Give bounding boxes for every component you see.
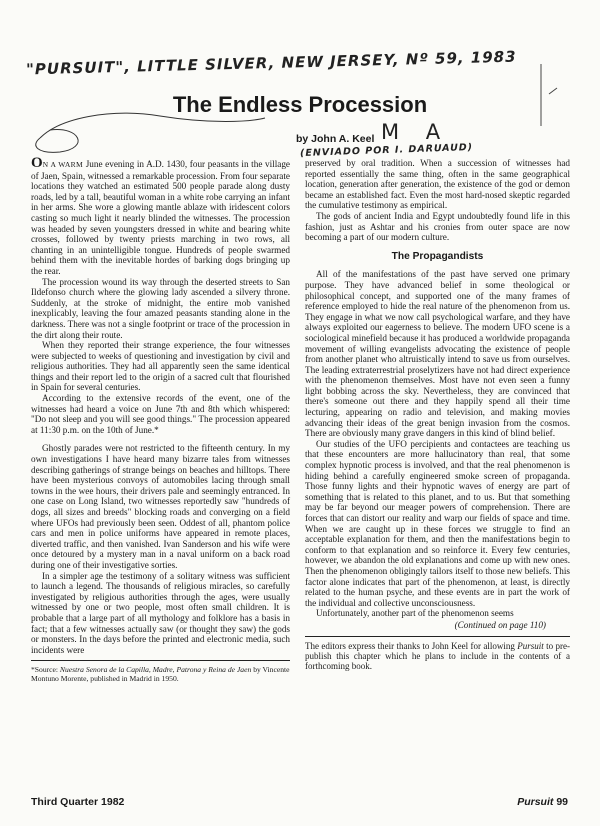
editorial-text: The editors express their thanks to John Keel for allowing (305, 640, 515, 651)
editorial-note (305, 641, 570, 672)
paragraph: preserved by oral tradition. When a succession of witnesses had reported essentially the same thing, often in the same geographical location, generation after generation, the existence of the god or demon became an established fact. Even the most hard-nosed skeptic regarded the cumulative testimony as empirical. (305, 158, 570, 211)
paragraph: The procession wound its way through the deserted streets to San Ildefonso church where the glowing lady ascended a silvery throne. Suddenly, at the stroke of midnight, the entire mob vanished inexplicably, leaving the four amazed peasants standing alone in the darkness. There was not a single footprint or trace of the procession in the dirt along their route. (31, 276, 290, 340)
handwritten-loop-stroke (20, 78, 270, 158)
left-column (31, 155, 290, 684)
editorial-text: to pre-publish this chapter which he plans to include in the contents of a forthcoming book. (305, 640, 571, 672)
handwritten-sender-note: (ENVIADO POR I. DARUAUD) (299, 141, 474, 160)
lead-in-caps: N A WARM (42, 160, 84, 169)
paragraph (31, 155, 290, 277)
paragraph: According to the extensive records of the event, one of the witnesses had heard a voice on June 7th and 8th which whispered: "Do not sleep and you will see good things." The procession appeared at 11:30 p.m. on the 10th of June.* (31, 393, 290, 435)
drop-cap: O (31, 155, 43, 171)
paragraph: The gods of ancient India and Egypt undoubtedly found life in this fashion, just as Ashtar and his cronies from outer space are now becoming a part of our modern culture. (305, 210, 570, 243)
paragraph: All of the manifestations of the past have served one primary purpose. They have advanced belief in some theological or philosophical concept, and supported one of the many frames of reference employed to hide the real nature of the phenomenon from us. They engage in what we now call psychological warfare, and they have always exploited our eagerness to believe. The modern UFO scene is a sociological minefield because it has produced a worldwide propaganda movement of willing evangelists advocating the existence of people from another planet who altruistically intend to save us from ourselves. The leading extraterrestrial proselytizers have not had direct experience with the phenomenon themselves. Most have not even seen a funny light bobbing across the sky. Nevertheless, they are convinced that there's someone out there and they happily spend all their time lecturing, appearing on radio and television, and making movies advancing their ideas of the great benign invasion from the cosmos. There are obviously many grave dangers in this kind of blind belief. (305, 269, 570, 439)
handwritten-initials: M A (381, 120, 451, 144)
handwritten-source-note: "PURSUIT", LITTLE SILVER, NEW JERSEY, Nº 59, 1983 (25, 47, 517, 79)
editorial-divider (305, 636, 570, 637)
publication-name: Pursuit (517, 640, 544, 651)
section-heading: The Propagandists (391, 250, 484, 262)
footer-publication: Pursuit (517, 796, 554, 808)
footnote-text: by Vincente Montuno Morente, published in Madrid in 1950. (31, 665, 290, 684)
article-title: The Endless Procession (172, 92, 428, 117)
footnote-mark: *Source: (31, 665, 58, 675)
issue-date: Third Quarter 1982 (31, 796, 125, 808)
footnote-title: Nuestra Senora de la Capilla, Madre, Patrona y Reina de Jaen (59, 665, 252, 675)
paragraph: In a simpler age the testimony of a solitary witness was sufficient to launch a legend. The thousands of religious miracles, so carefully investigated by religious authorities through the ages, were usually witnessed by one or two people, most often small children. It is probable that a large part of all mythology and folklore has a basis in fact; that a few witnesses actually saw (or thought they saw) the gods or monsters. In the days before the printed and electronic media, such incidents were (31, 570, 290, 655)
page-footer (517, 796, 568, 808)
paragraph: When they reported their strange experience, the four witnesses were subjected to weeks of questioning and investigation by civil and religious authorities. They had all apparently seen the same identical things and their report led to the origin of a sacred cult that flourished in Spain for several centuries. (31, 340, 290, 393)
paragraph: Unfortunately, another part of the phenomenon seems (316, 608, 514, 619)
continued-note: (Continued on page 110) (454, 619, 546, 630)
article-byline: by John A. Keel (296, 133, 375, 145)
right-column (305, 158, 570, 672)
page-number: 99 (556, 796, 568, 808)
paragraph-text: June evening in A.D. 1430, four peasants in the village of Jaen, Spain, witnessed a remarkable procession. From four separate locations they watched an estimated 500 people parade along dusty roads, led by a tall, beautiful woman in a white robe carrying an infant in her arms. She wore a glowing mantle ablaze with iridescent colors casting so much light it nearly blinded the witnesses. The procession was headed by seven youngsters dressed in white and bearing white crosses, followed by twenty priests marching in two rows, all chanting in an unintelligible tongue. Hundreds of people swarmed behind them with the inevitable hordes of barking dogs bringing up the rear. (31, 159, 290, 276)
paragraph: Ghostly parades were not restricted to the fifteenth century. In my own investigations I have heard many bizarre tales from witnesses describing gatherings of strange beings on beaches and hilltops. There have been mysterious convoys of automobiles lacing through small towns in the wee hours, their drivers pale and seemingly entranced. In one case on Long Island, two witnesses reportedly saw "hundreds of dogs, all sizes and breeds" blocking roads and converging on a field where UFOs had previously been seen. Oddest of all, phantom police cars and men in police uniforms have appeared in remote places, diverted traffic, and then vanished. Ivan Sanderson and his wife were once detoured by a mystery man in a naval uniform on a back road during one of their investigative sorties. (31, 443, 290, 570)
footnote-divider (31, 660, 290, 661)
paragraph: Our studies of the UFO percipients and contactees are teaching us that these encounters are more hallucinatory than real, that some complex hypnotic process is involved, and that the real phenomenon is hiding behind a carefully engineered smoke screen of propaganda. Those funny lights and their hypnotic waves of energy are part of something that is related to this planet, and to us. But that something may be far beyond our meager powers of comprehension. There are forces that can distort our reality and warp our fields of space and time. When we are caught up in these forces we struggle to find an acceptable explanation for them, and then the manifestations begin to conform to that explanation and so reinforce it. Every few centuries, however, we abandon the old explanations and come up with new ones. Then the phenomenon obligingly tailors itself to those new beliefs. This factor alone indicates that part of the phenomenon, at least, is directly related to the human psyche, and these events are in part the work of the individual and collective unconsciousness. (305, 438, 570, 608)
footnote (31, 665, 290, 683)
